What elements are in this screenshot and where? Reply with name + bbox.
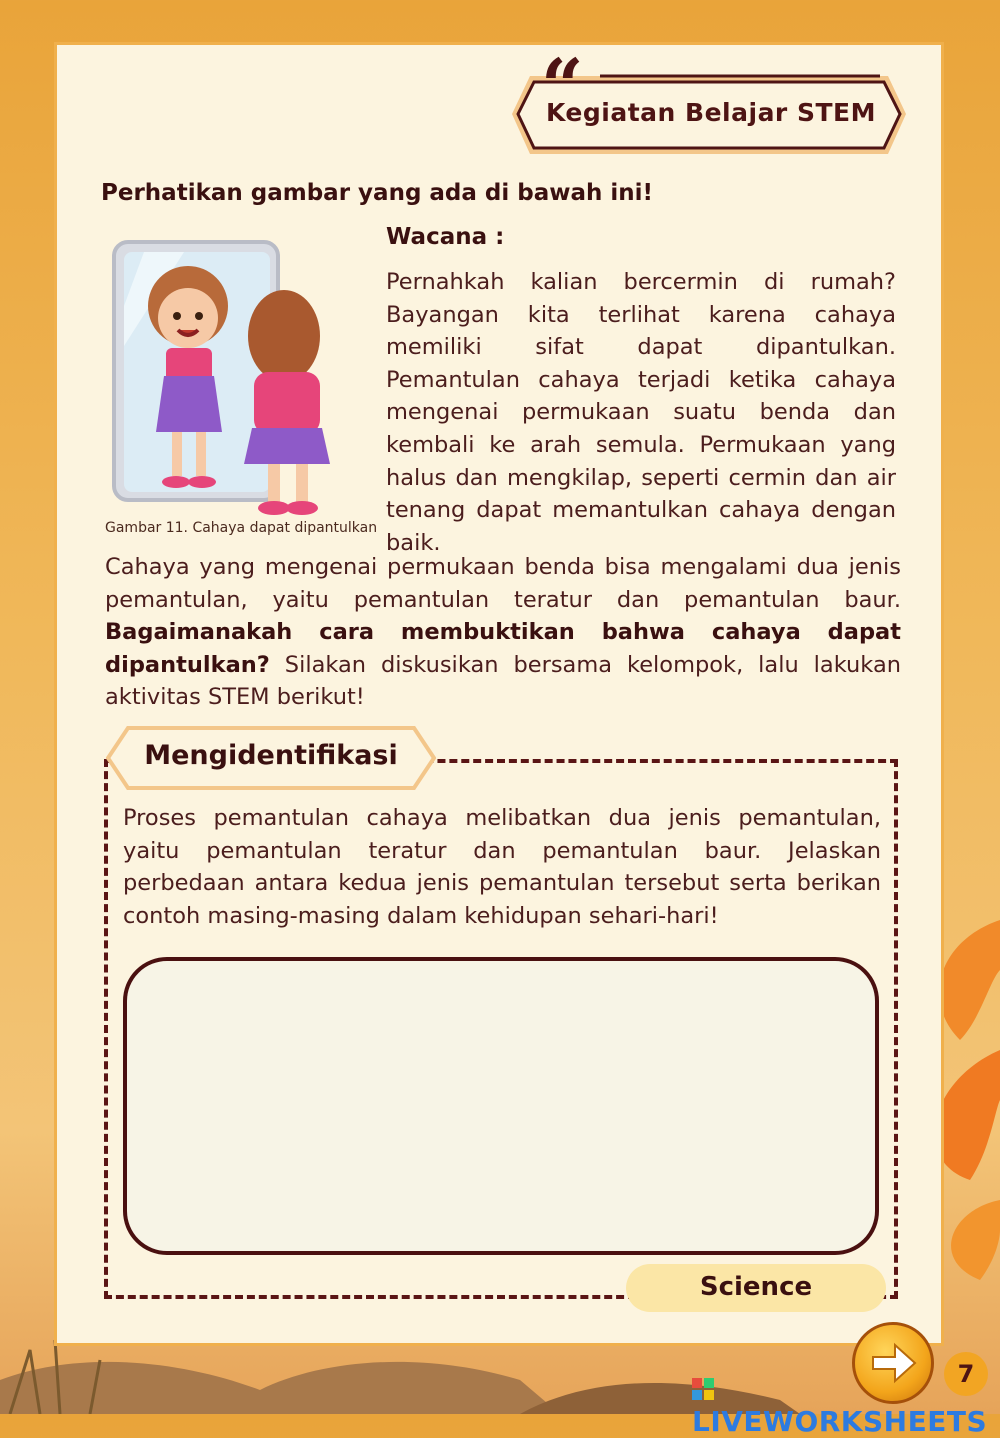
paragraph-question: Bagaimanakah cara membuktikan bahwa cahaya dapat dipantulkan? xyxy=(105,619,901,678)
page-number: 7 xyxy=(944,1352,988,1396)
paragraph-part1: Cahaya yang mengenai permukaan benda bisa mengalami dua jenis pemantulan, yaitu pemantulan teratur dan pemantulan baur. xyxy=(105,554,901,613)
figure-caption: Gambar 11. Cahaya dapat dipantulkan xyxy=(105,520,378,536)
stem-banner-label: Kegiatan Belajar STEM xyxy=(546,98,876,127)
activity-instruction: Proses pemantulan cahaya melibatkan dua jenis pemantulan, yaitu pemantulan teratur dan pemantulan baur. Jelaskan perbedaan antara kedua jenis pemantulan tersebut serta berikan contoh masing-masing dalam kehidupan sehari-hari! xyxy=(123,805,881,929)
subject-badge: Science xyxy=(626,1264,886,1312)
body-paragraph xyxy=(105,551,901,714)
wacana-text: Pernahkah kalian bercermin di rumah? Bayangan kita terlihat karena cahaya memiliki sifat dapat dipantulkan. Pemantulan cahaya terjadi ketika cahaya mengenai permukaan suatu benda dan kembali ke arah semula. Permukaan yang halus dan mengkilap, seperti cermin dan air tenang dapat memantulkan cahaya dengan baik. xyxy=(386,269,896,556)
liveworksheets-watermark xyxy=(692,1372,1000,1438)
watermark-text: LIVEWORKSHEETS xyxy=(692,1405,988,1438)
wacana-title: Wacana : xyxy=(386,224,505,250)
activity-tag-frame xyxy=(106,726,436,790)
activity-tag-label: Mengidentifikasi xyxy=(144,740,398,771)
mirror-girl-illustration xyxy=(104,236,354,518)
answer-input[interactable] xyxy=(123,957,879,1255)
liveworksheets-logo-icon xyxy=(692,1378,714,1400)
intro-instruction: Perhatikan gambar yang ada di bawah ini! xyxy=(101,180,654,206)
quote-icon: “ xyxy=(541,44,584,130)
paragraph-part2: Silakan diskusikan bersama kelompok, lalu lakukan aktivitas STEM berikut! xyxy=(105,651,901,711)
